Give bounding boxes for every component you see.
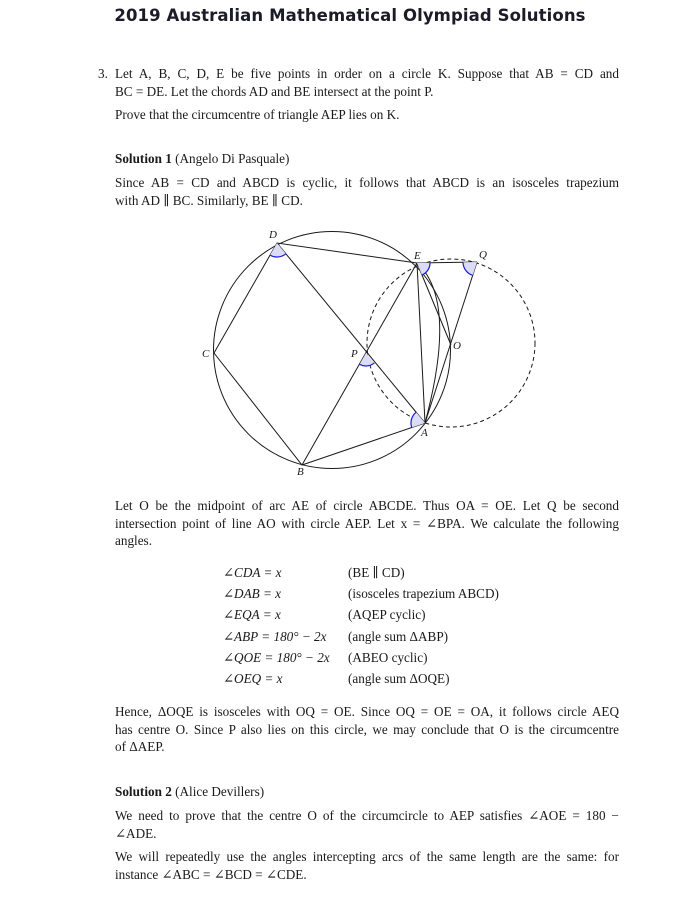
solution-1-title: Solution 1 (115, 151, 172, 166)
conclusion-line-2: has centre O. Since P also lies on this circle, we may conclude that O is the circumcentre (115, 721, 619, 737)
angle-statement: ∠EQA = x (223, 607, 281, 623)
solution-1-intro-line-1: Since AB = CD and ABCD is cyclic, it follows that ABCD is an isosceles trapezium (115, 175, 619, 190)
angle-statement: ∠DAB = x (223, 586, 282, 602)
chord-EA (417, 263, 425, 423)
solution-2-paragraph-2 (115, 848, 619, 883)
angle-reason: (angle sum ΔABP) (348, 628, 449, 644)
angle-statement: ∠OEQ = x (223, 671, 283, 687)
solution-2-heading (115, 783, 619, 801)
chord-AD (277, 243, 425, 423)
solution-1-intro-line-2: with AD ∥ BC. Similarly, BE ∥ CD. (115, 192, 303, 208)
solution-2-p2-line-2: instance ∠ABC = ∠BCD = ∠CDE. (115, 866, 307, 882)
label-P: P (351, 348, 358, 360)
solution-1-para2-line-1: Let O be the midpoint of arc AE of circle ABCDE. Thus OA = OE. Let Q be second (115, 498, 619, 513)
solution-2-title: Solution 2 (115, 784, 172, 799)
label-E: E (414, 250, 421, 262)
label-C: C (202, 348, 210, 360)
angle-statement: ∠CDA = x (223, 565, 282, 580)
angle-reason: (AQEP cyclic) (348, 607, 426, 623)
chord-BE (302, 263, 417, 465)
angle-reason: (BE ∥ CD) (348, 565, 405, 580)
problem-number: 3. (98, 66, 108, 81)
label-O: O (453, 340, 461, 352)
solution-2-p1-line-1: We need to prove that the centre O of the circumcircle to AEP satisfies ∠AOE = 180 − (115, 808, 619, 823)
angle-row (223, 668, 499, 689)
problem-line-3: Prove that the circumcentre of triangle AEP lies on K. (115, 107, 400, 122)
label-Q: Q (479, 249, 487, 261)
angle-row (223, 647, 499, 668)
label-A: A (421, 427, 428, 439)
chords-CDE (214, 243, 417, 353)
angle-reason: (ABEO cyclic) (348, 649, 428, 665)
solution-1-author: (Angelo Di Pasquale) (175, 151, 290, 166)
solution-1-para2-line-3: angles. (115, 533, 152, 548)
problem-line-1: Let A, B, C, D, E be five points in order on a circle K. Suppose that AB = CD and (115, 66, 619, 81)
angle-statement: ∠ABP = 180° − 2x (223, 628, 327, 644)
conclusion-line-1: Hence, ΔOQE is isosceles with OQ = OE. Since OQ = OE = OA, it follows circle AEQ (115, 704, 619, 719)
solution-2-paragraph-1 (115, 807, 619, 842)
solution-2-p1-line-2: ∠ADE. (115, 825, 157, 841)
angle-reason: (angle sum ΔOQE) (348, 671, 450, 687)
solution-2-author: (Alice Devillers) (175, 784, 265, 799)
solution-1-conclusion (115, 703, 619, 756)
chords-CBA (214, 353, 425, 465)
page-header: 2019 Australian Mathematical Olympiad Solutions (114, 6, 586, 25)
angle-row (223, 604, 499, 625)
problem-line-2: BC = DE. Let the chords AD and BE intersect at the point P. (115, 83, 434, 99)
label-B: B (297, 466, 304, 478)
angle-statement: ∠QOE = 180° − 2x (223, 649, 330, 665)
angle-reason: (isosceles trapezium ABCD) (348, 586, 499, 602)
angle-row (223, 583, 499, 604)
angle-row (223, 562, 499, 583)
solution-1-paragraph-2 (115, 497, 619, 550)
angle-derivation-table (223, 562, 499, 689)
angle-row (223, 626, 499, 647)
angle-marks (270, 243, 477, 428)
solution-2-p2-line-1: We will repeatedly use the angles intercepting arcs of the same length are the same: for (115, 849, 619, 864)
arc-EA (417, 263, 440, 423)
solution-1-para2-line-2: intersection point of line AO with circle AEP. Let x = ∠BPA. We calculate the following (115, 515, 619, 531)
label-D: D (269, 229, 277, 241)
conclusion-line-3: of ΔAEP. (115, 739, 165, 754)
